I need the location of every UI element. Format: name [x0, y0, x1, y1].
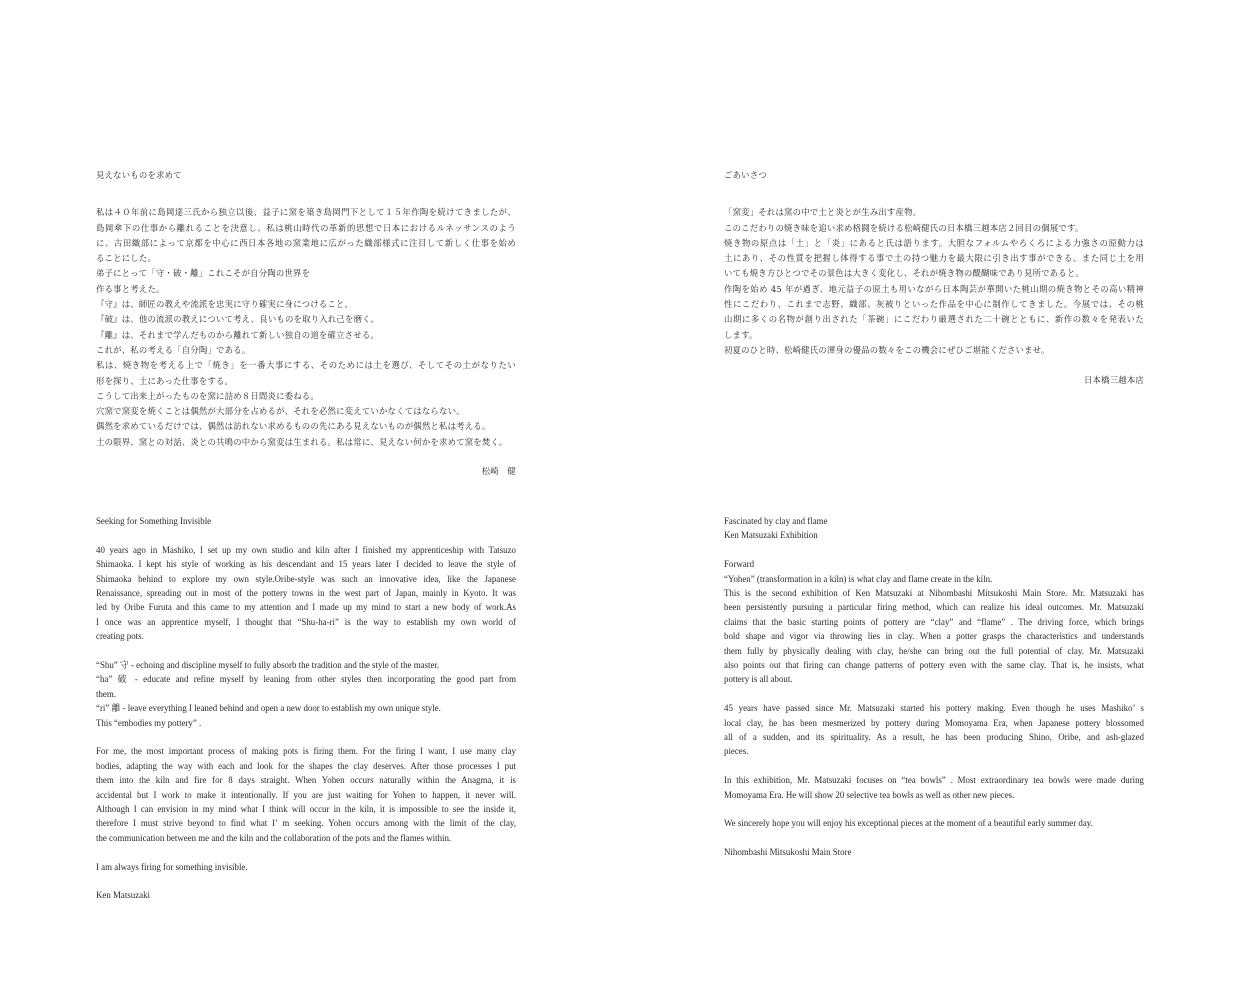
text-line: therefore I must strive beyond to find what I’ m seeking. Yohen occurs among with the limit of the clay,	[96, 818, 516, 829]
text-line: 穴窯で窯変を焼くことは偶然が大部分を占めるが、それを必然に変えていかなくてはならない。	[96, 406, 465, 417]
en-right-paragraph-3	[724, 773, 1144, 802]
ja-right-body	[724, 205, 1144, 358]
en-right-signature: Nihombashi Mitsukoshi Main Store	[724, 847, 852, 858]
text-line: “ha” 破 - educate and refine myself by leaning from other styles then incorporating the good part from	[96, 674, 516, 685]
text-line: “Yohen” (transformation in a kiln) is what clay and flame create in the kiln.	[724, 573, 993, 584]
english-artist-statement	[96, 514, 516, 903]
text-line: This “embodies my pottery” .	[96, 717, 202, 728]
japanese-artist-statement	[96, 168, 516, 480]
text-line: 土にあり、その性質を把握し体得する事で土の持つ魅力を最大限に引き出す事ができる。また同じ土を用	[724, 253, 1144, 264]
text-line: them fully by physically dealing with clay, he/she can bring out the full potential of clay. Mr. Matsuzaki	[724, 645, 1144, 656]
text-line: いても焼き方ひとつでその景色は大きく変化し、それが焼き物の醍醐味であり見所であると。	[724, 268, 1084, 279]
text-line: pieces.	[724, 746, 749, 757]
text-line: このこだわりの焼き味を追い求め格闘を続ける松崎健氏の日本橋三越本店２回目の個展です。	[724, 222, 1084, 233]
english-greeting	[724, 514, 1144, 860]
text-line: Shimaoka behind to explore my own style.Oribe-style was such an innovative idea, like the Japanese	[96, 573, 516, 584]
text-line: 作る事と考えた。	[96, 283, 165, 294]
en-left-paragraph-2	[96, 658, 516, 730]
text-line: For me, the most important process of making pots is firing them. For the firing I want, I use many clay	[96, 746, 516, 757]
text-line: pottery is all about.	[724, 674, 793, 685]
text-line: all of a sudden, and its spirituality. As a result, he has been producing Shino, Oribe, and ash-glazed	[724, 732, 1144, 743]
text-line: 形を探り、土にあった仕事をする。	[96, 375, 234, 386]
en-left-paragraph-1	[96, 543, 516, 644]
text-line: In this exhibition, Mr. Matsuzaki focuses on “tea bowls” . Most extraordinary tea bowls were made during	[724, 775, 1144, 786]
text-line: them into the kiln and fire for 8 days straight. When Yohen occurs naturally within the Anagma, it is	[96, 775, 516, 786]
ja-left-signature: 松崎 健	[481, 466, 516, 477]
ja-left-body	[96, 205, 516, 450]
text-line: 弟子にとって「守・破・離」これこそが自分陶の世界を	[96, 268, 311, 279]
text-line: the communication between me and the kiln and the collaboration of the pots and the flames within.	[96, 832, 452, 843]
text-line: claims that the basic starting points of pottery are “clay” and “flame” . The driving force, which brings	[724, 616, 1144, 627]
text-line: This is the second exhibition of Ken Matsuzaki at Nihombashi Mitsukoshi Main Store. Mr. Matsuzaki has	[724, 588, 1144, 599]
en-right-title: Fascinated by clay and flame	[724, 516, 828, 526]
ja-right-title: ごあいさつ	[724, 170, 767, 180]
text-line: に、古田織部によって京都を中心に西日本各地の窯業地に広がった織部様式に注目して新しく仕事を始め	[96, 237, 516, 248]
text-line: こうして出来上がったものを窯に詰め８日間炎に委ねる。	[96, 390, 319, 401]
en-right-subtitle: Ken Matsuzaki Exhibition	[724, 530, 818, 541]
text-line: 初夏のひと時、松崎健氏の渾身の優品の数々をこの機会にぜひご堪能くださいませ。	[724, 344, 1050, 355]
text-line: I once was an apprentice myself, I thought that “Shu-ha-ri” is the way to establish my own world of	[96, 616, 516, 627]
text-line: 私は、焼き物を考える上で「焼き」を一番大事にする、そのためには土を選び、そしてその土がなりたい	[96, 360, 516, 371]
text-line: 45 years have passed since Mr. Matsuzaki started his pottery making. Even though he uses Mashiko’ s	[724, 703, 1144, 714]
text-line: 島岡傘下の仕事から離れることを決意し、私は桃山時代の革新的思想で日本におけるルネッサンスのよう	[96, 222, 516, 233]
text-line: 『破』は、他の流派の教えについて考え、良いものを取り入れ己を磨く。	[96, 314, 380, 325]
text-line: bold shape and vigor via throwing lies in clay. When a potter grasps the characteristics and understands	[724, 631, 1144, 642]
en-right-heading: Forward	[724, 559, 755, 570]
text-line: creating pots.	[96, 631, 144, 642]
text-line: ることにした。	[96, 253, 157, 264]
text-line: します。	[724, 329, 758, 340]
en-left-closing: I am always firing for something invisible.	[96, 861, 248, 872]
ja-left-title: 見えないものを求めて	[96, 170, 182, 180]
text-line: bodies, adapting the way with each and look for the shapes the clay deserves. After those processes I put	[96, 760, 516, 771]
en-right-paragraph-4: We sincerely hope you will enjoy his exceptional pieces at the moment of a beautiful early summer day.	[724, 818, 1093, 829]
en-left-title: Seeking for Something Invisible	[96, 516, 212, 526]
text-line: 山期に多くの名物が創り出された「茶碗」にこだわり厳選された二十碗とともに、新作の数々を発表いた	[724, 314, 1144, 325]
text-line: 私は４０年前に島岡達三氏から独立以後、益子に窯を築き島岡門下として１５年作陶を続けてきましたが、	[96, 207, 516, 218]
text-line: 土の限界、窯との対話、炎との共鳴の中から窯変は生まれる。私は常に、見えない何かを求めて窯を焚く。	[96, 436, 508, 447]
text-line: 作陶を始め 45 年が過ぎ、地元益子の原土も用いながら日本陶芸が華開いた桃山期の焼き物とその高い精神	[724, 283, 1144, 294]
text-line: been persistently pursuing a particular firing method, which can realize his ideal outcomes. Mr. Matsuzaki	[724, 602, 1144, 613]
text-line: Shimaoka. I kept his style of working as his descendant and 15 years later I decided to leave the style of	[96, 559, 516, 570]
text-line: “Shu” 守 - echoing and discipline myself to fully absorb the tradition and the style of the master.	[96, 660, 440, 671]
text-line: local clay, he has been mesmerized by pottery during Momoyama Era, when Japanese pottery blossomed	[724, 717, 1144, 728]
text-line: accidental but I work to make it intentionally. If you are just waiting for Yohen to happen, it never will.	[96, 789, 516, 800]
en-left-paragraph-3	[96, 744, 516, 845]
text-line: 偶然を求めているだけでは、偶然は訪れない求めるものの先にある見えないものが偶然と私は考える。	[96, 421, 491, 432]
text-line: 『守』は、師匠の教えや流派を忠実に守り確実に身につけること。	[96, 299, 354, 310]
text-line: 焼き物の原点は「土」と「炎」にあると氏は語ります。大胆なフォルムやろくろによる力強さの原動力は	[724, 237, 1144, 248]
text-line: them.	[96, 688, 116, 699]
en-left-signature: Ken Matsuzaki	[96, 890, 150, 901]
text-line: 「窯変」それは窯の中で土と炎とが生み出す産物。	[724, 207, 922, 218]
text-line: 『離』は、それまで学んだものから離れて新しい独自の道を確立させる。	[96, 329, 379, 340]
en-right-paragraph-2	[724, 701, 1144, 759]
ja-right-signature: 日本橋三越本店	[1083, 374, 1144, 385]
text-line: led by Oribe Furuta and this came to my attention and I made up my mind to start a new body of work.As	[96, 602, 516, 613]
text-line: Momoyama Era. He will show 20 selective tea bowls as well as other new pieces.	[724, 789, 1015, 800]
text-line: also points out that firing can change patterns of pottery even with the same clay. That is, he insists, what	[724, 660, 1144, 671]
en-right-paragraph-1	[724, 572, 1144, 687]
text-line: Although I can envision in my mind what I think will occur in the kiln, it is impossible to see the inside it,	[96, 804, 516, 815]
text-line: これが、私の考える「自分陶」である。	[96, 344, 251, 355]
text-line: Renaissance, spreading out in most of the pottery towns in the west part of Japan, mainly in Kyoto. It was	[96, 588, 516, 599]
text-line: “ri” 離 - leave everything I leaned behind and open a new door to establish my own unique style.	[96, 703, 441, 714]
japanese-greeting	[724, 168, 1144, 388]
text-line: 性にこだわり、これまで志野、織部、灰被りといった作品を中心に制作してきました。今展では、その桃	[724, 299, 1144, 310]
text-line: 40 years ago in Mashiko, I set up my own studio and kiln after I finished my apprenticeship with Tatsuzo	[96, 544, 516, 555]
